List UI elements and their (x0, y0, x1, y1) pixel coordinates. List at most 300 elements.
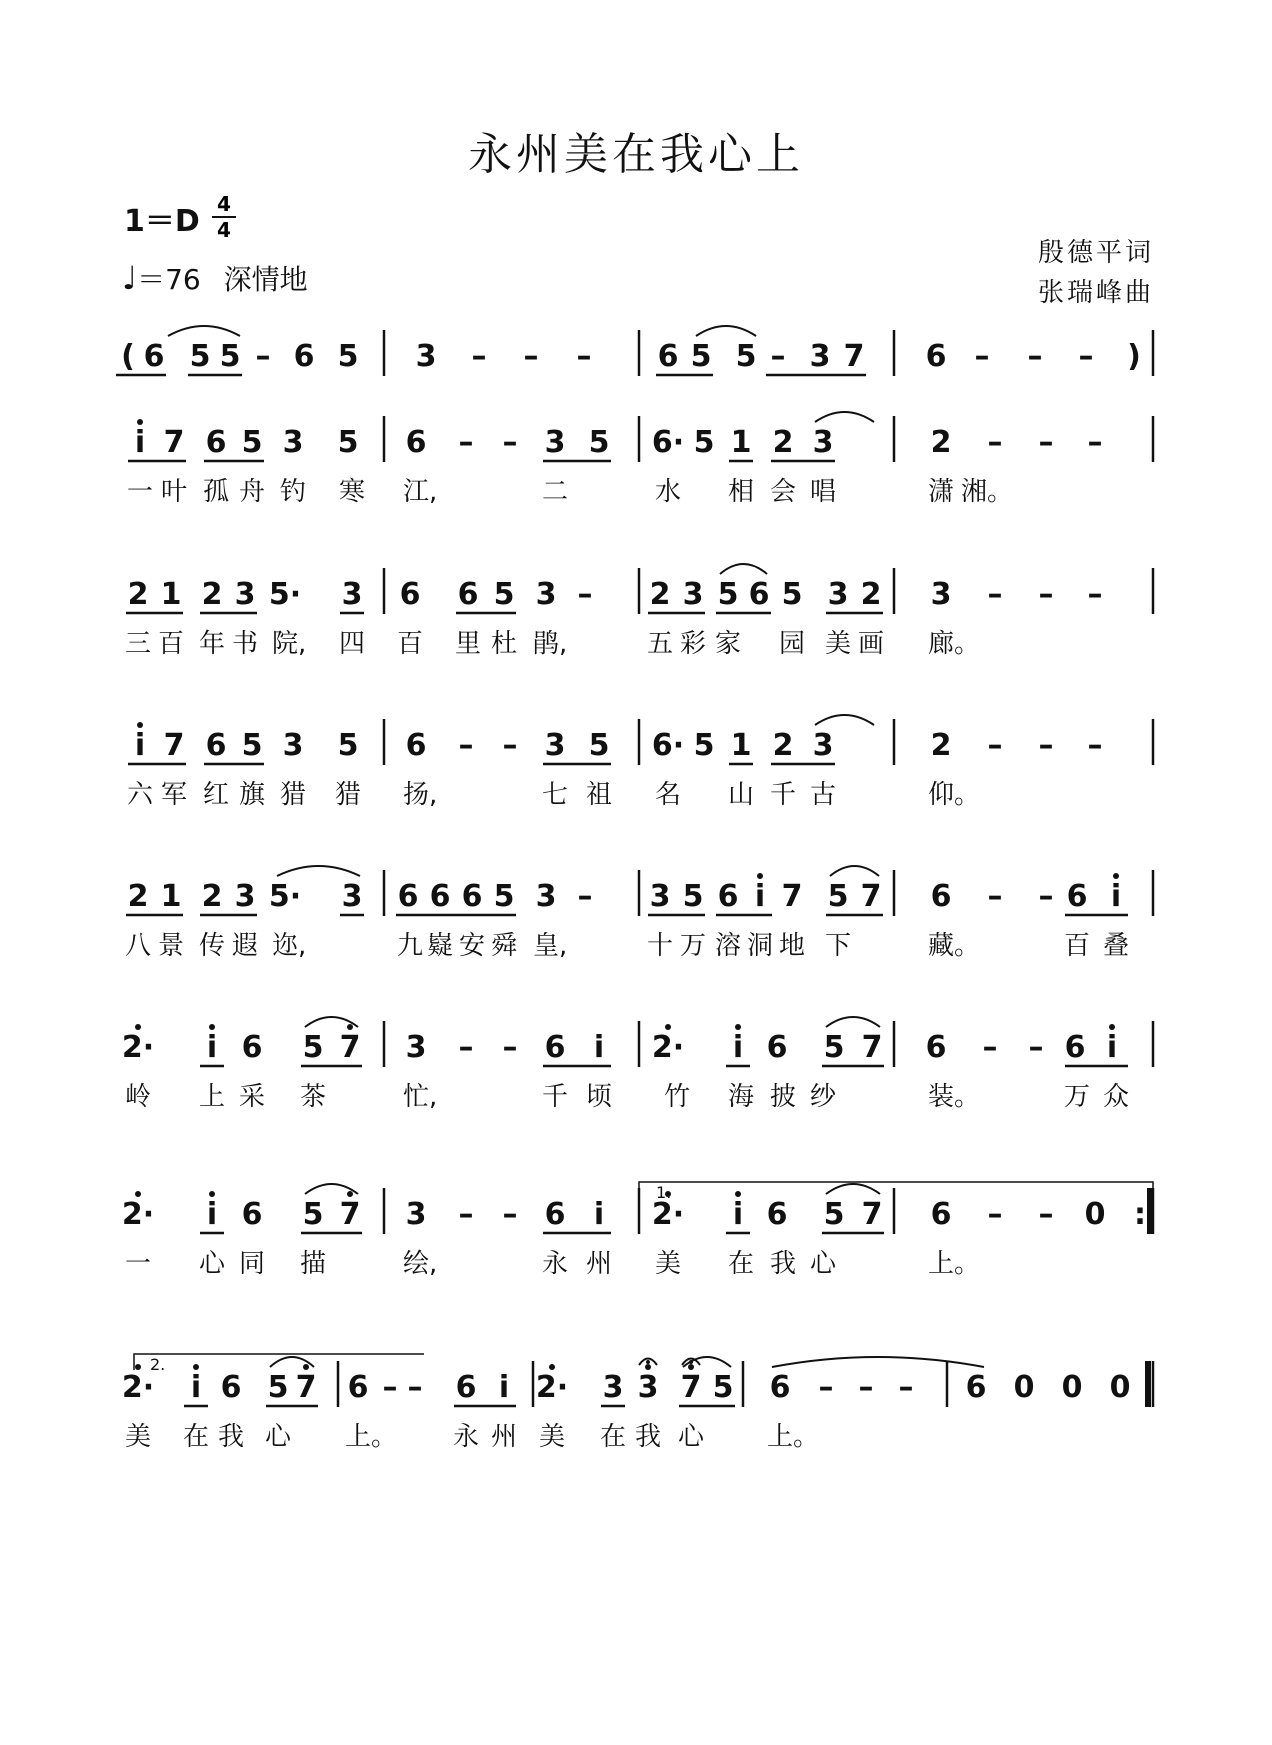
lyric-char: 杜 (491, 629, 518, 659)
jianpu-note: i (206, 1030, 218, 1065)
lyric-char: 五 (647, 629, 674, 659)
lyric-char: 我 (218, 1422, 245, 1452)
lyric-char: 书 (232, 629, 259, 659)
lyric-char: 披 (770, 1082, 797, 1112)
lyric-char: 九 (397, 931, 424, 961)
jianpu-note: – (1038, 425, 1054, 460)
jianpu-note: 5 (823, 1197, 845, 1232)
lyric-char: 我 (635, 1422, 662, 1452)
jianpu-note: – (987, 1197, 1003, 1232)
jianpu-note: 6 (930, 879, 952, 914)
key-signature: 1＝D (124, 204, 200, 239)
jianpu-note: – (1038, 577, 1054, 612)
jianpu-note: – (1087, 728, 1103, 763)
lyric-char: 院, (272, 629, 307, 659)
lyric-char: 廊。 (928, 629, 981, 659)
jianpu-note: 6 (205, 425, 227, 460)
jianpu-note: i (1106, 1030, 1118, 1065)
lyric-char: 百 (158, 629, 185, 659)
jianpu-note: 6 (657, 339, 679, 374)
jianpu-note: – (502, 1030, 518, 1065)
lyric-char: 传 (199, 931, 226, 961)
jianpu-note: – (523, 339, 539, 374)
jianpu-note: 2· (121, 1370, 155, 1405)
octave-dot (1109, 1024, 1115, 1030)
jianpu-note: 6 (220, 1370, 242, 1405)
lyric-char: 百 (397, 629, 424, 659)
jianpu-note: 5 (693, 425, 715, 460)
jianpu-note: 7 (860, 879, 882, 914)
slur (168, 326, 240, 336)
jianpu-note: 3 (827, 577, 849, 612)
jianpu-note: 5 (823, 1030, 845, 1065)
jianpu-note: – (382, 1370, 398, 1405)
jianpu-note: 5 (337, 728, 359, 763)
octave-dot (735, 1024, 741, 1030)
jianpu-note: – (1087, 577, 1103, 612)
lyric-char: 在 (728, 1249, 755, 1279)
jianpu-note: 2 (860, 577, 882, 612)
jianpu-note: 6· (651, 425, 685, 460)
jianpu-note: 5 (690, 339, 712, 374)
jianpu-note: 6 (461, 879, 483, 914)
lyricist-credit: 殷德平词 (1037, 238, 1154, 268)
lyric-char: 纱 (810, 1082, 837, 1112)
jianpu-note: 6 (405, 728, 427, 763)
jianpu-note: – (987, 577, 1003, 612)
lyric-char: 湘。 (961, 477, 1014, 507)
lyric-char: 溶 (715, 931, 742, 961)
jianpu-note: 0 (1061, 1370, 1083, 1405)
jianpu-note: 1 (730, 728, 752, 763)
jianpu-note: – (1087, 425, 1103, 460)
jianpu-note: i (732, 1030, 744, 1065)
lyric-char: 州 (586, 1249, 613, 1279)
slur (696, 326, 756, 336)
jianpu-note: 6 (766, 1197, 788, 1232)
jianpu-note: 7 (163, 425, 185, 460)
lyric-char: 心 (265, 1422, 292, 1452)
lyric-char: 唱 (810, 477, 837, 507)
jianpu-note: 2 (201, 879, 223, 914)
jianpu-note: 7 (680, 1370, 702, 1405)
jianpu-note: 6 (347, 1370, 369, 1405)
lyric-char: 地 (779, 931, 806, 961)
jianpu-note: i (498, 1370, 510, 1405)
jianpu-note: – (982, 1030, 998, 1065)
jianpu-note: 6 (455, 1370, 477, 1405)
lyric-char: 上 (199, 1082, 226, 1112)
volta-first-label: 1. (656, 1183, 672, 1202)
jianpu-note: 5 (302, 1197, 324, 1232)
octave-dot (549, 1364, 555, 1370)
lyric-char: 万 (680, 931, 707, 961)
lyric-char: 彩 (680, 629, 707, 659)
lyric-char: 三 (125, 629, 152, 659)
jianpu-note: – (1028, 1030, 1044, 1065)
jianpu-note: – (458, 1197, 474, 1232)
lyric-char: 在 (600, 1422, 627, 1452)
jianpu-note: 2 (127, 577, 149, 612)
lyric-char: 军 (161, 780, 188, 810)
expression-mark: 深情地 (223, 263, 308, 296)
lyric-char: 舜 (491, 931, 518, 961)
lyric-char: 采 (239, 1082, 266, 1112)
jianpu-note: – (987, 879, 1003, 914)
lyric-char: 叠 (1103, 931, 1130, 961)
lyric-char: 叶 (161, 477, 188, 507)
lyric-char: 洞 (747, 931, 774, 961)
jianpu-note: i (190, 1370, 202, 1405)
jianpu-note: 6 (930, 1197, 952, 1232)
jianpu-note: 5 (682, 879, 704, 914)
jianpu-note: 2 (649, 577, 671, 612)
time-signature-bottom: 4 (217, 218, 231, 242)
jianpu-note: 5 (337, 339, 359, 374)
volta-first-bracket (639, 1182, 1153, 1198)
jianpu-note: 3 (405, 1197, 427, 1232)
jianpu-note: 3 (812, 425, 834, 460)
jianpu-note: 5 (717, 577, 739, 612)
octave-dot (665, 1024, 671, 1030)
lyric-char: 茶 (300, 1082, 327, 1112)
octave-dot (757, 873, 763, 879)
lyric-char: 迩, (272, 931, 307, 961)
lyric-char: 仰。 (928, 780, 981, 810)
jianpu-note: – (471, 339, 487, 374)
lyric-char: 岭 (125, 1082, 152, 1112)
lyric-char: 海 (728, 1082, 755, 1112)
jianpu-note: 5 (735, 339, 757, 374)
jianpu-note: – (898, 1370, 914, 1405)
lyric-char: 八 (125, 931, 152, 961)
lyric-char: 上。 (767, 1422, 820, 1452)
jianpu-note: – (1038, 879, 1054, 914)
lyric-char: 景 (158, 931, 185, 961)
jianpu-note: 3 (544, 728, 566, 763)
slur (277, 866, 360, 876)
lyric-char: 寒 (339, 477, 366, 507)
lyric-char: 家 (715, 629, 742, 659)
jianpu-note: : (1134, 1197, 1146, 1232)
jianpu-note: 0 (1013, 1370, 1035, 1405)
lyric-char: 年 (199, 629, 226, 659)
slur (826, 1184, 880, 1194)
lyric-char: 描 (300, 1249, 327, 1279)
jianpu-note: 6 (748, 577, 770, 612)
jianpu-note: 6 (429, 879, 451, 914)
lyric-char: 画 (858, 629, 885, 659)
lyric-char: 装。 (928, 1082, 981, 1112)
jianpu-note: 2 (201, 577, 223, 612)
jianpu-note: 3 (282, 728, 304, 763)
jianpu-note: 6 (544, 1030, 566, 1065)
octave-dot (137, 419, 143, 425)
octave-dot (303, 1364, 309, 1370)
lyric-char: 同 (239, 1249, 266, 1279)
jianpu-note: 5· (268, 879, 302, 914)
lyric-char: 美 (125, 1422, 152, 1452)
lyric-char: 众 (1103, 1082, 1130, 1112)
octave-dot (645, 1364, 651, 1370)
volta-second-label: 2. (150, 1355, 166, 1374)
lyric-char: 旗 (239, 780, 266, 810)
jianpu-note: – (458, 1030, 474, 1065)
jianpu-note: 3 (535, 879, 557, 914)
octave-dot (347, 1191, 353, 1197)
jianpu-note: 3 (682, 577, 704, 612)
jianpu-note: 6· (651, 728, 685, 763)
lyric-char: 心 (199, 1249, 226, 1279)
jianpu-note: 5 (588, 728, 610, 763)
jianpu-note: 5 (493, 577, 515, 612)
jianpu-note: 3 (809, 339, 831, 374)
lyric-char: 会 (770, 477, 797, 507)
jianpu-note: – (502, 1197, 518, 1232)
volta-second-bracket (134, 1354, 424, 1370)
jianpu-note: 5 (493, 879, 515, 914)
slur (772, 1357, 984, 1367)
jianpu-note: – (818, 1370, 834, 1405)
jianpu-note: 6 (544, 1197, 566, 1232)
jianpu-note: 3 (930, 577, 952, 612)
jianpu-note: 6 (399, 577, 421, 612)
jianpu-note: 7 (339, 1197, 361, 1232)
octave-dot (347, 1024, 353, 1030)
jianpu-note: – (577, 879, 593, 914)
jianpu-note: – (576, 339, 592, 374)
lyric-char: 古 (810, 780, 837, 810)
jianpu-note: 2 (772, 425, 794, 460)
slur (830, 866, 879, 876)
jianpu-note: 7 (861, 1197, 883, 1232)
jianpu-note: – (987, 728, 1003, 763)
lyric-char: 名 (655, 780, 682, 810)
song-title: 永州美在我心上 (468, 129, 804, 180)
jianpu-note: 6 (965, 1370, 987, 1405)
jianpu-note: 2 (127, 879, 149, 914)
jianpu-note: 5 (267, 1370, 289, 1405)
jianpu-note: 5 (189, 339, 211, 374)
jianpu-note: 5 (219, 339, 241, 374)
octave-dot (209, 1024, 215, 1030)
jianpu-note: – (577, 577, 593, 612)
jianpu-note: – (987, 425, 1003, 460)
jianpu-note: 2 (930, 728, 952, 763)
octave-dot (135, 1191, 141, 1197)
jianpu-note: 2 (772, 728, 794, 763)
jianpu-note: 3 (405, 1030, 427, 1065)
jianpu-note: 3 (544, 425, 566, 460)
jianpu-note: 1 (160, 879, 182, 914)
jianpu-note: i (754, 879, 766, 914)
lyric-char: 安 (459, 931, 486, 961)
lyric-char: 六 (127, 780, 154, 810)
lyric-char: 鹃, (533, 629, 568, 659)
jianpu-note: ) (1127, 339, 1141, 374)
jianpu-note: 3 (341, 577, 363, 612)
lyric-char: 忙, (403, 1082, 438, 1112)
quarter-note-icon: ♩ (122, 259, 138, 297)
lyric-char: 钓 (280, 477, 307, 507)
slur (826, 1017, 880, 1027)
jianpu-note: 5 (712, 1370, 734, 1405)
lyric-char: 顷 (586, 1082, 613, 1112)
jianpu-note: 5 (693, 728, 715, 763)
lyric-char: 二 (542, 477, 569, 507)
lyric-char: 上。 (928, 1249, 981, 1279)
jianpu-note: 2· (651, 1030, 685, 1065)
jianpu-note: 3 (234, 577, 256, 612)
jianpu-note: i (134, 425, 146, 460)
jianpu-note: – (1027, 339, 1043, 374)
jianpu-note: i (134, 728, 146, 763)
jianpu-note: – (255, 339, 271, 374)
fermata-dot (689, 1360, 693, 1364)
jianpu-note: 3 (602, 1370, 624, 1405)
tempo-value: ＝76 (137, 263, 201, 296)
lyric-char: 美 (539, 1422, 566, 1452)
jianpu-note: 3 (415, 339, 437, 374)
lyric-char: 在 (183, 1422, 210, 1452)
lyric-char: 美 (655, 1249, 682, 1279)
jianpu-note: 6 (205, 728, 227, 763)
jianpu-note: 2· (535, 1370, 569, 1405)
lyric-char: 里 (455, 629, 482, 659)
octave-dot (688, 1364, 694, 1370)
jianpu-note: 2· (121, 1197, 155, 1232)
jianpu-note: 6 (717, 879, 739, 914)
lyric-char: 心 (810, 1249, 837, 1279)
lyric-char: 永 (453, 1422, 480, 1452)
lyric-char: 园 (779, 629, 806, 659)
lyric-char: 相 (728, 477, 755, 507)
octave-dot (193, 1364, 199, 1370)
lyric-char: 山 (728, 780, 755, 810)
jianpu-note: – (1078, 339, 1094, 374)
jianpu-note: 5 (337, 425, 359, 460)
jianpu-note: – (407, 1370, 423, 1405)
jianpu-note: – (1038, 1197, 1054, 1232)
lyric-char: 红 (203, 780, 230, 810)
jianpu-note: 6 (925, 1030, 947, 1065)
jianpu-note: 7 (781, 879, 803, 914)
lyric-char: 十 (647, 931, 674, 961)
jianpu-note: 1 (160, 577, 182, 612)
jianpu-note: 2 (930, 425, 952, 460)
jianpu-note: 3 (649, 879, 671, 914)
jianpu-note: i (593, 1197, 605, 1232)
jianpu-note: 6 (405, 425, 427, 460)
jianpu-note: 0 (1084, 1197, 1106, 1232)
jianpu-note: 6 (397, 879, 419, 914)
slur (815, 715, 874, 725)
jianpu-note: 7 (339, 1030, 361, 1065)
jianpu-note: 3 (282, 425, 304, 460)
jianpu-note: 2· (121, 1030, 155, 1065)
jianpu-note: 7 (843, 339, 865, 374)
jianpu-note: – (770, 339, 786, 374)
lyric-char: 水 (655, 477, 682, 507)
jianpu-note: 5 (241, 728, 263, 763)
jianpu-note: 3 (812, 728, 834, 763)
jianpu-note: 6 (241, 1030, 263, 1065)
slur (720, 564, 767, 574)
lyric-char: 一 (125, 1249, 152, 1279)
lyric-char: 江, (403, 477, 438, 507)
jianpu-note: 6 (293, 339, 315, 374)
lyric-char: 美 (825, 629, 852, 659)
jianpu-note: i (593, 1030, 605, 1065)
composer-credit: 张瑞峰曲 (1037, 278, 1154, 308)
octave-dot (135, 1024, 141, 1030)
lyric-char: 千 (542, 1082, 569, 1112)
jianpu-note: 2· (651, 1197, 685, 1232)
jianpu-note: 3 (535, 577, 557, 612)
lyric-char: 祖 (586, 780, 613, 810)
jianpu-note: – (1038, 728, 1054, 763)
jianpu-note: – (458, 728, 474, 763)
lyric-char: 万 (1064, 1082, 1091, 1112)
lyric-char: 七 (542, 780, 569, 810)
jianpu-note: 6 (925, 339, 947, 374)
jianpu-note: i (732, 1197, 744, 1232)
jianpu-note: 3 (637, 1370, 659, 1405)
lyric-char: 潇 (928, 477, 955, 507)
jianpu-note: 6 (1066, 879, 1088, 914)
lyric-char: 千 (770, 780, 797, 810)
jianpu-note: 5 (302, 1030, 324, 1065)
octave-dot (735, 1191, 741, 1197)
jianpu-note: 7 (163, 728, 185, 763)
time-signature-top: 4 (217, 192, 231, 216)
jianpu-note: 5 (781, 577, 803, 612)
lyric-char: 皇, (533, 931, 568, 961)
lyric-char: 藏。 (928, 931, 981, 961)
lyric-char: 下 (825, 931, 852, 961)
jianpu-note: – (858, 1370, 874, 1405)
jianpu-note: ( (121, 339, 135, 374)
jianpu-note: 6 (241, 1197, 263, 1232)
jianpu-note: 5 (241, 425, 263, 460)
jianpu-note: 7 (861, 1030, 883, 1065)
lyric-char: 心 (678, 1422, 705, 1452)
lyric-char: 竹 (664, 1082, 691, 1112)
lyric-char: 嶷 (427, 931, 454, 961)
jianpu-note: 6 (143, 339, 165, 374)
jianpu-note: i (206, 1197, 218, 1232)
lyric-char: 一 (127, 477, 154, 507)
jianpu-note: 5 (827, 879, 849, 914)
lyric-char: 四 (339, 629, 366, 659)
lyric-char: 百 (1064, 931, 1091, 961)
jianpu-note: 6 (1064, 1030, 1086, 1065)
lyric-char: 我 (770, 1249, 797, 1279)
octave-dot (135, 1364, 141, 1370)
jianpu-note: i (1110, 879, 1122, 914)
lyric-char: 舟 (239, 477, 266, 507)
octave-dot (209, 1191, 215, 1197)
jianpu-note: – (974, 339, 990, 374)
jianpu-note: – (458, 425, 474, 460)
octave-dot (137, 722, 143, 728)
octave-dot (1113, 873, 1119, 879)
lyric-char: 孤 (203, 477, 230, 507)
jianpu-note: 1 (730, 425, 752, 460)
jianpu-note: 6 (457, 577, 479, 612)
lyric-char: 永 (542, 1249, 569, 1279)
lyric-char: 扬, (403, 780, 438, 810)
